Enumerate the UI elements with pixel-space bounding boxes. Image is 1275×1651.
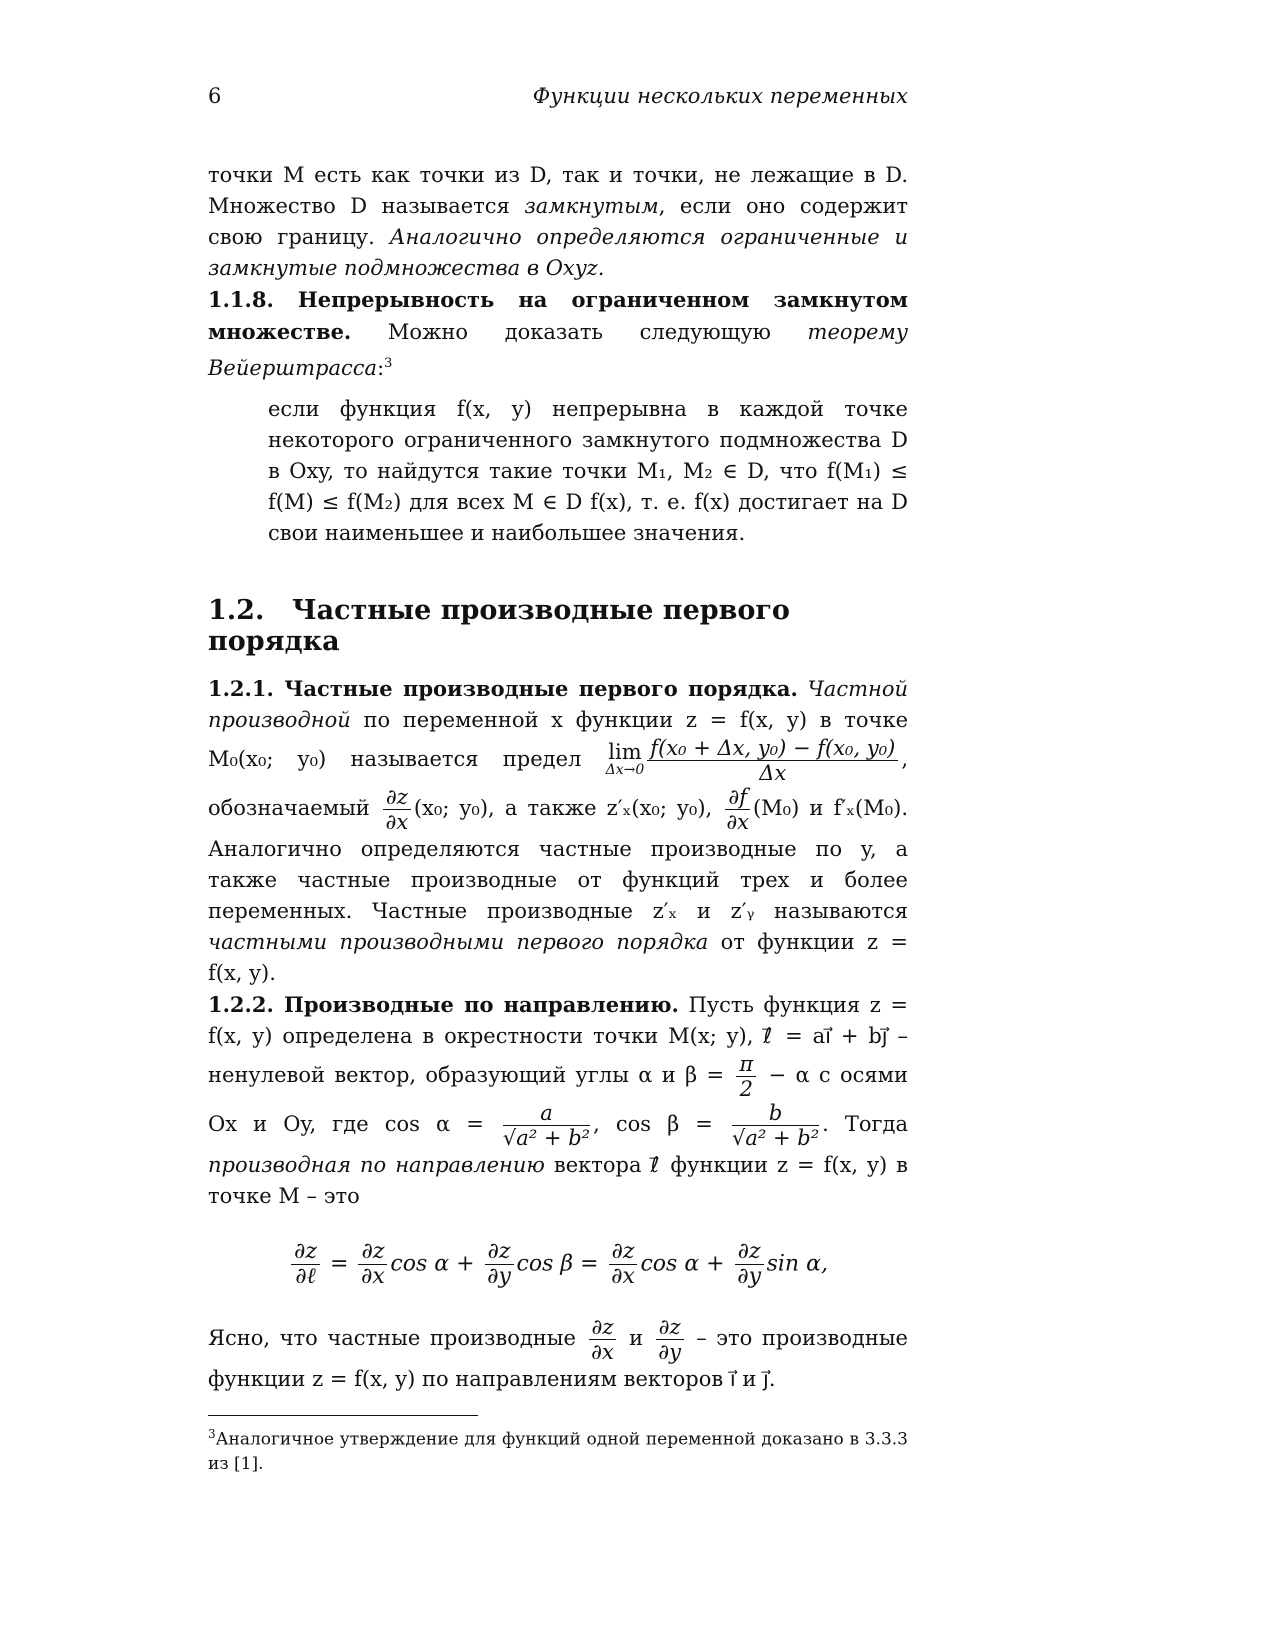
footnote: $^3$Аналогичное утверждение для функций одной переменной доказано в 3.3.3 из [1]. bbox=[208, 1427, 908, 1474]
limit-expression: lim Δx→0 bbox=[605, 739, 645, 778]
directional-derivative-formula: $\frac{\partial z}{\text{∂ℓ}}$ = $\frac{\partial z}{\partial x}$ cos α + $\frac{\partial z}{\partial y}$ cos β = $\frac{\partial z}{\partial x}$ cos α + $\frac{\partial z}{\partial y}$ sin α, bbox=[208, 1240, 908, 1289]
fraction-dz-dx: $\frac{\partial z}{\partial x}$ bbox=[383, 785, 411, 834]
running-title: Функции нескольких переменных bbox=[532, 84, 908, 108]
page-number: 6 bbox=[208, 84, 222, 108]
paragraph-118: 1.1.8. Непрерывность на ограниченном замкнутом множестве. Можно доказать следующую теорему Вейерштрасса:$^3$ bbox=[208, 287, 908, 380]
heading-121: 1.2.1. Частные производные первого порядка. bbox=[208, 676, 798, 701]
theorem-quote: если функция f(x, y) непрерывна в каждой точке некоторого ограниченного замкнутого подмножества D в Oxy, то найдутся такие точки M₁, M₂ ∈ D, что f(M₁) ≤ f(M) ≤ f(M₂) для всех M ∈ D f(x), т. е. f(x) достигает на D свои наименьшее и наибольшее значения. bbox=[268, 397, 908, 545]
fraction-pi-2: $\frac{\pi}{2}$ bbox=[736, 1052, 756, 1101]
page-body bbox=[208, 160, 908, 1476]
footnote-ref: 3 bbox=[384, 356, 393, 371]
footnote-rule bbox=[208, 1415, 478, 1416]
fraction-cos-beta: $\frac{b}{\text{√a² + b²}}$ bbox=[732, 1101, 820, 1150]
section-heading: 1.2. Частные производные первого порядка bbox=[208, 595, 790, 657]
paragraph-121: 1.2.1. Частные производные первого порядка. Частной производной по переменной x функции z = f(x, y) в точке M₀(x₀; y₀) называется предел lim Δx→0 $\frac{\text{f(x₀ + Δx, y₀) − f(x₀, y₀)}}{\Delta x}$ , обозначаемый $\frac{\partial z}{\partial x}$ (x₀; y₀), а также z′ₓ(x₀; y₀), $\frac{\partial f}{\partial x}$ (M₀) и f′ₓ(M₀). Аналогично определяются частные производные по y, а также частные производные от функций трех и более переменных. Частные производные z′ₓ и z′ᵧ называются частными производными первого порядка от функции z = f(x, y). bbox=[208, 676, 908, 985]
difference-quotient: $\frac{\text{f(x₀ + Δx, y₀) − f(x₀, y₀)}}{\Delta x}$ bbox=[647, 736, 898, 785]
paragraph-122: 1.2.2. Производные по направлению. Пусть функция z = f(x, y) определена в окрестности точки M(x; y), ℓ⃗ = aı⃗ + bȷ⃗ – ненулевой вектор, образующий углы α и β = $\frac{\pi}{2}$ − α с осями Ox и Oy, где cos α = $\frac{a}{\text{√a² + b²}}$ , cos β = $\frac{b}{\text{√a² + b²}}$ . Тогда производная по направлению вектора ℓ⃗ функции z = f(x, y) в точке M – это bbox=[208, 992, 909, 1208]
heading-122: 1.2.2. Производные по направлению. bbox=[208, 992, 679, 1017]
paragraph-conclusion: Ясно, что частные производные $\frac{\partial z}{\partial x}$ и $\frac{\partial z}{\partial y}$ – это производные функции z = f(x, y) по направлениям векторов ı⃗ и ȷ⃗. bbox=[208, 1315, 908, 1391]
fraction-cos-alpha: $\frac{a}{\text{√a² + b²}}$ bbox=[502, 1101, 591, 1150]
heading-118: 1.1.8. Непрерывность на ограниченном замкнутом множестве. bbox=[208, 287, 908, 344]
paragraph-closed-set: точки M есть как точки из D, так и точки, не лежащие в D. Множество D называется замкнутым, если оно содержит свою границу. Аналогично определяются ограниченные и замкнутые подмножества в Oxyz. bbox=[208, 163, 908, 280]
fraction-df-dx: $\frac{\partial f}{\partial x}$ bbox=[726, 785, 750, 834]
